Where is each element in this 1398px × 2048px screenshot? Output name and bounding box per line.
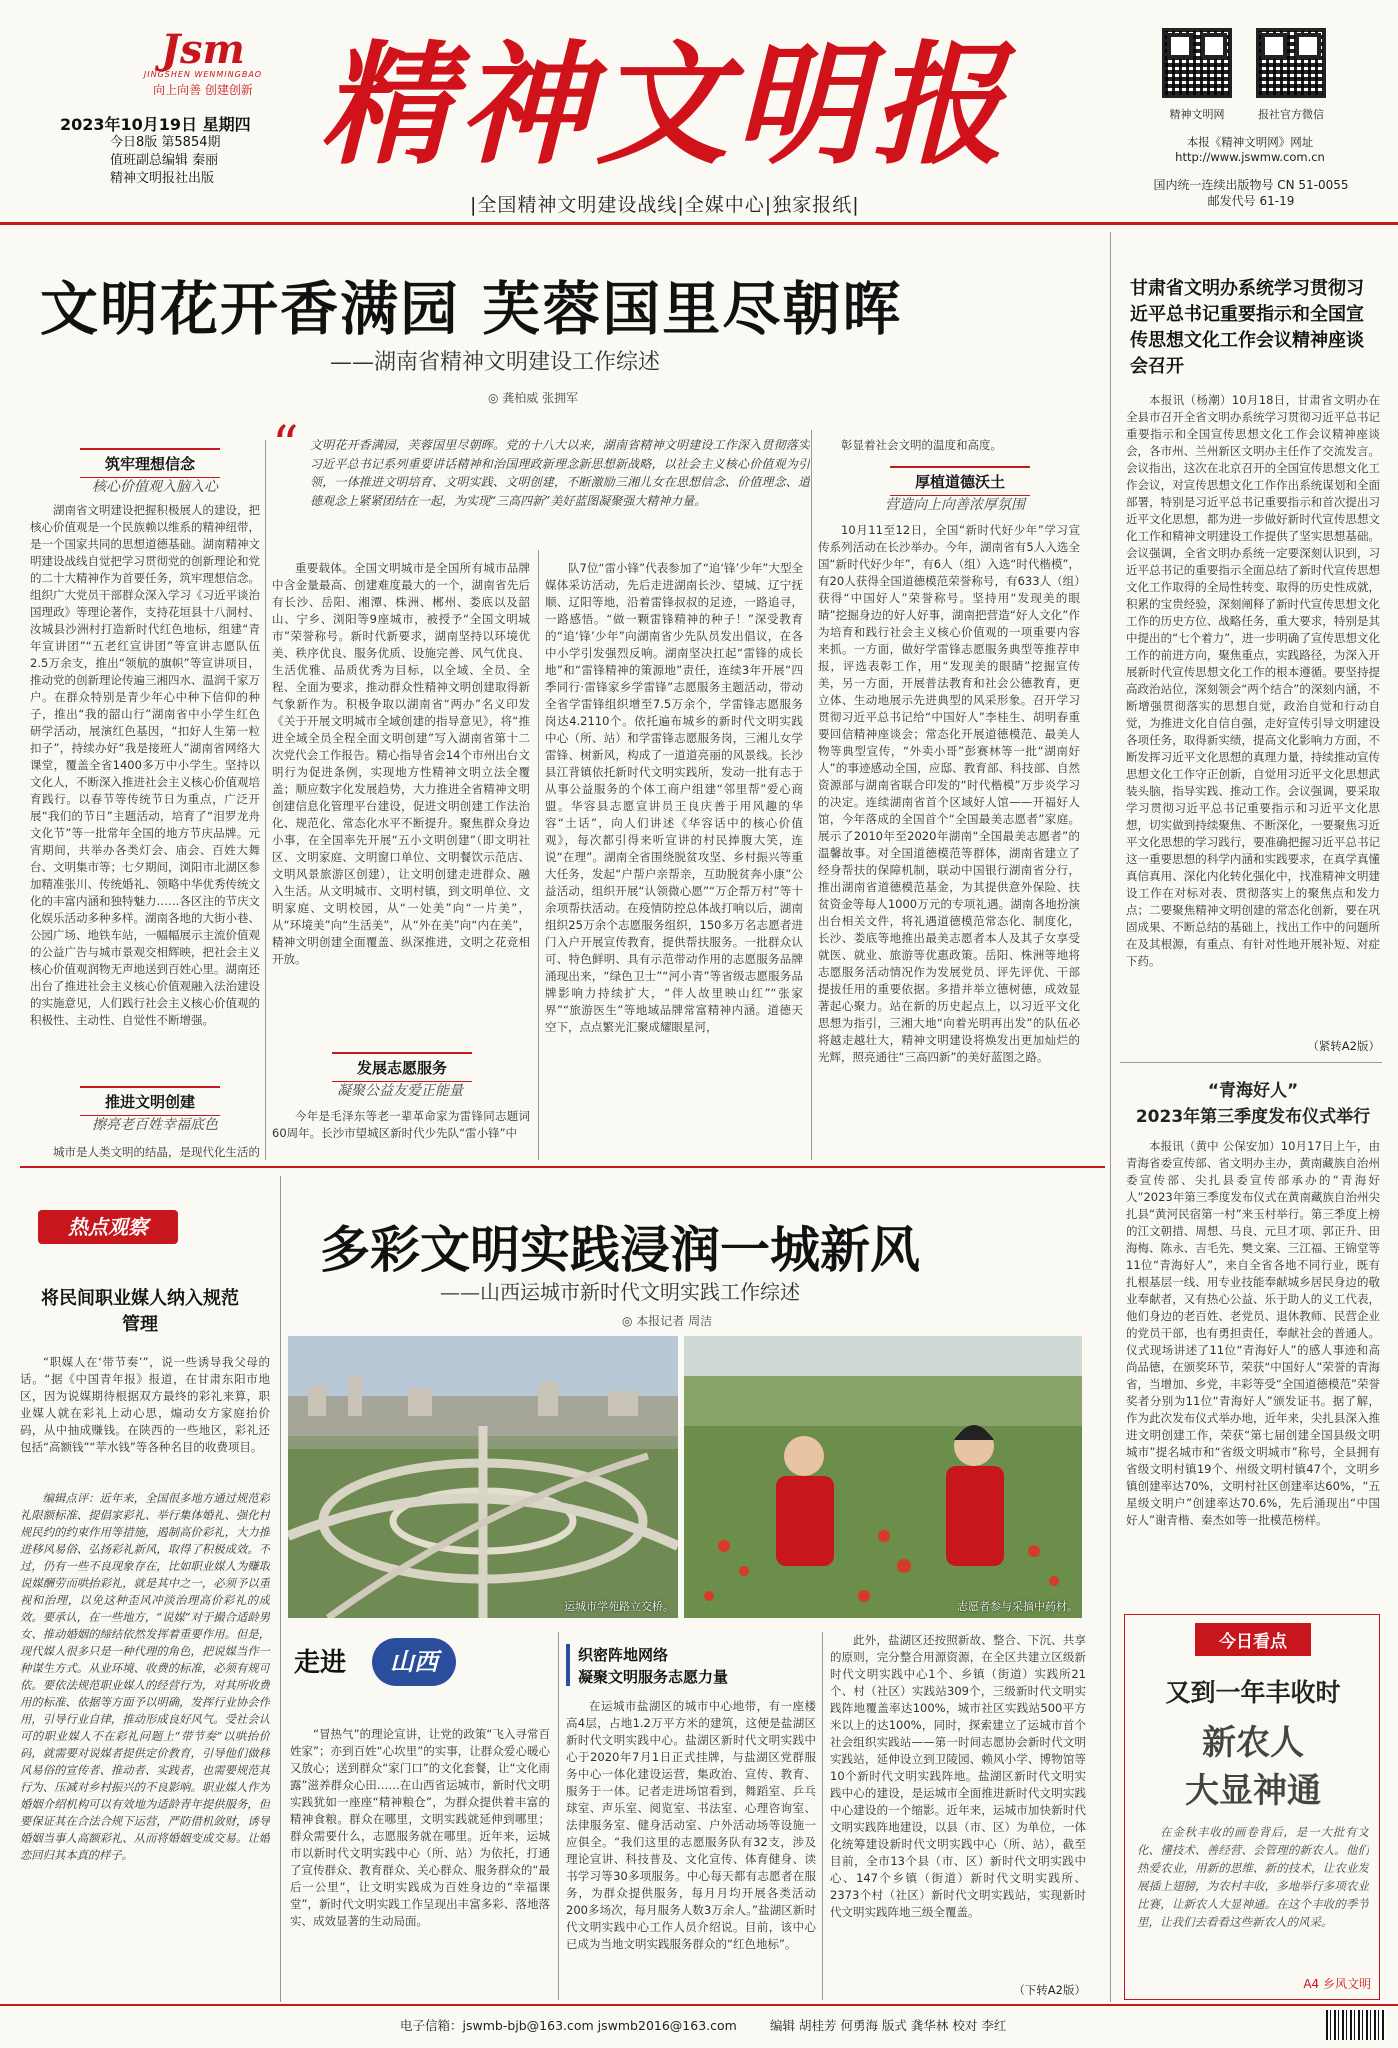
masthead-rule: [0, 222, 1398, 225]
promo-jump[interactable]: A4 乡风文明: [1303, 1977, 1371, 1991]
col-divider: [265, 440, 266, 1160]
walk-in-badge: [290, 1632, 470, 1692]
right-headline-2a: “青海好人”: [1207, 1081, 1299, 1101]
publisher: 精神文明报社出版: [110, 171, 215, 186]
section-title-creation: 推进文明创建: [80, 1086, 220, 1116]
lead-column-1: 湖南省文明建设把握积极展人的建设，把核心价值观是一个民族赖以维系的精神纽带，是一个国家共同的思想道德基础。湖南精神文明建设战线自觉把学习贯彻党的创新理论和党的二十大精神作为首要任务，筑牢理想信念。组织广大党员干部群众深入学习《习近平谈治国理政》等理论著作，支持花垣县十八洞村、汝城县沙洲村打造新时代红色地标，组建“青年宣讲团”“五老红宣讲团”等宣讲志愿队伍2.5万余支，推出“领航的旗帜”等宣讲项目，推动党的创新理论传遍三湘四水、温润千家万户。在群众特别是青少年心中种下信仰的种子，推出“我的韶山行”湖南省中小学生红色研学活动，展演红色基因，“扣好人生第一粒扣子”，持续办好“我是接班人”湖南省网络大课堂，覆盖全省1400多万中小学生。坚持以文化人，不断深入推进社会主义核心价值观培育践行。以春节等传统节日为重点，广泛开展“我们的节日”主题活动，培育了“泪罗龙舟文化节”等一批常年全国的地方节庆品牌。元宵期间，共举办各类灯会、庙会、百姓大舞台、文明集市等；七夕期间，浏阳市北湖区参加精准张川、传统婚礼、领略中华优秀传统文化的丰富内涵和独特魅力……各区注的节庆文化娱乐活动多种多样。湖南各地的大街小巷、公园广场、地铁车站，一幅幅展示主流价值观的公益广告与城市景观交相辉映，把社会主义核心价值观润物无声地送到百姓心里。湖南还出台了推进社会主义核心价值观融入法治建设的实施意见，人们践行社会主义核心价值观的积极性、主动性、自觉性不断增强。: [30, 503, 260, 1027]
lead-column-4-top: 彰显着社会文明的温度和高度。: [841, 438, 1002, 452]
lead-column-1-tail: 城市是人类文明的结晶，是现代化生活的: [53, 1145, 260, 1159]
walk-in-label: 走进: [294, 1648, 347, 1678]
right-jump: （紧转A2版）: [1307, 1039, 1380, 1053]
qr1-label: 精神文明网: [1169, 108, 1225, 121]
section-sub-creation: 擦亮老百姓幸福底色: [92, 1117, 218, 1133]
right-headline-2b: 2023年第三季度发布仪式举行: [1135, 1107, 1371, 1127]
lead-column-4: 10月11至12日，全国“新时代好少年”学习宣传系列活动在长沙举办。今年，湖南省有5人入选全国“新时代好少年”，有6人（组）入选“时代楷模”，有20人获得全国道德模范荣誉称号，有633人（组）获得“中国好人”荣誉称号。坚持用“发现美的眼睛”挖掘身边的好人好事，湖南把营造“好人文化”作为培育和践行社会主义核心价值观的一项重要内容来抓。一方面，做好学雷锋志愿服务典型等推荐申报，评选表彰工作，用“发现美的眼睛”挖掘宣传美，另一方面，开展普法教育和社会公德教育，更立体、生动地展示先进典型的风采形象。召开学习贯彻习近平总书记给“中国好人”李桂生、胡明春重要回信精神座谈会；常态化开展道德模范、最美人物等典型宣传，“外卖小哥”彭赛林等一批“湖南好人”的事迹感动全国，应邸、教育部、科技部、自然资源部与湖南省联合印发的“时代楷模”万步炎学习的决定。连续湖南省首个区域好人馆——开福好人馆，今年落成的全国首个“全国最美志愿者”家庭。展示了2010年至2020年湖南“全国最美志愿者”的温馨故事。对全国道德模范等群体，湖南省建立了经身帮扶的保障机制，联动中国银行湖南省分行，推出湖南省道德模范基金，为其提供意外保险、扶贫资金等每人1000万元的专项礼遇。湖南各地扮演出台相关文件，将礼遇道德模范常态化、制度化，长沙、娄底等地推出最美志愿者本人及其子女享受就医、就业、旅游等优惠政策。岳阳、株洲等地将志愿服务活动情况作为发展党员、评先评优、干部提拔任用的重要依据。多措并举立德树德，成效显著起心聚力。站在新的历史起点上，以习近平文化思想为指引，三湘大地“向着光明再出发”的队伍必将越走越壮大，精神文明建设将焕发出更加灿烂的光辉，照亮通往“三高四新”的美好蓝图之路。: [818, 523, 1080, 1064]
duty-editor: 值班副总编辑 秦丽: [110, 153, 219, 168]
volunteer-illustration: [684, 1336, 1082, 1618]
right-body: 本报讯（杨潮）10月18日，甘肃省文明办在全县市召开全省文明办系统学习贯彻习近平总书记重要指示和全国宣传思想文化工作会议精神座谈会，各市州、兰州新区文明办主任作了交流发言。会议指出，这次在北京召开的全国宣传思想文化工作会议，对宣传思想文化工作作出系统谋划和全面部署，特别是习近平总书记重要指示和首次提出习近平文化思想，都为进一步做好新时代宣传思想文化工作和精神文明建设工作提供了坚实思想基础。会议强调，全省文明办系统一定要深刻认识到，习近平总书记的重要指示全面总结了新时代宣传思想文化工作取得的全局性转变、取得的历史性成就，积累的宝贵经验，深刻阐释了新时代宣传思想文化工作的历史方位、战略任务，重大要求，特别是其中提出的“七个着力”，进一步明确了宣传思想文化工作的前进方向，聚焦重点，实践路径，为深入开展新时代宣传思想文化工作的根本遵循。要坚持提高政治站位，深刻领会“两个结合”的深刻内涵，不断增强贯彻落实的思想自觉，政治自觉和行动自觉，为推进文化自信自强，走好宣传引导文明建设各项任务，取得新实绩，提高文化影响力方面，不断发挥习近平文化思想的真理力量，持续推动宣传思想文化工作守正创新，自觉用习近平文化思想武装头脑，指导实践、推动工作。会议强调，要采取学习贯彻习近平总书记重要指示和习近平文化思想，切实做到持续聚焦、不断深化，一要聚焦习近平文化思想的学习践行，要准确把握习近平总书记这一重要思想的科学内涵和实践要求，在真学真懂真信真用、深化内化转化强化中，找准精神文明建设工作在对标对表、贯彻落实上的聚焦点和发力点；二要聚焦精神文明创建的常态化创新，要在巩固成果、不断总结的基础上，找出工作中的问题所在及其根源，有重点、有针对性地开展补短、对症下药。: [1126, 393, 1380, 968]
photo-volunteers: [684, 1336, 1082, 1618]
second-subtitle-1: 织密阵地网络: [578, 1646, 669, 1664]
slogan: 向上向善 创建创新: [153, 83, 253, 97]
qr2-label: 报社官方微信: [1258, 108, 1324, 121]
caption-interchange: 运城市学苑路立交桥。: [564, 1600, 674, 1613]
promo-title-3: 大显神通: [1185, 1771, 1321, 1811]
qr-code-wechat[interactable]: [1256, 28, 1326, 98]
masthead: [0, 0, 1398, 232]
right-rule: [1120, 1062, 1382, 1063]
section-title-ideals: 筑牢理想信念: [80, 448, 220, 478]
walk-in-city: 山西: [372, 1638, 456, 1686]
second-headline: 多彩文明实践浸润一城新风: [320, 1220, 920, 1279]
footer-contact: 电子信箱：jswmb-bjb@163.com jswmb2016@163.com: [400, 2018, 737, 2033]
section-title-volunteer: 发展志愿服务: [332, 1052, 472, 1082]
right-headline: 甘肃省文明办系统学习贯彻习近平总书记重要指示和全国宣传思想文化工作会议精神座谈会召开: [1130, 278, 1364, 377]
right-body-2: 本报讯（黄中 公保安加）10月17日上午，由青海省委宣传部、省文明办主办，黄南藏族自治州委宣传部、尖扎县委宣传部承办的“青海好人”2023年第三季度发布仪式在黄南藏族自治州尖扎县“黄河民宿第一村”来玉村举行。第三季度上榜的江文朝措、周想、马良、元旦才项、郭正升、田海梅、陈永、吉毛先、樊文案、三江福、王锦堂等11位“青海好人”，来自全省各地不同行业，既有扎根基层一线、用专业技能奉献城乡居民身边的敬业奉献者，又有热心公益、乐于助人的义工代表，他们身边的老百姓、老党员、退休教师、民营企业的党员干部，也有勇担责任，奉献社会的普通人。仪式现场讲述了11位“青海好人”的感人事迹和高尚品德，在颁奖环节，荣获“中国好人”荣誉的青海省，当增加、乡党，丰彩等受“全国道德模范”荣誉奖者分别为11位“青海好人”颁发证书。据了解，作为此次发布仪式举办地，近年来，尖扎县深入推进文明创建工作，荣获“第七届创建全国县级文明城市”提名城市和“省级文明城市”称号，全县拥有省级文明村镇19个、州级文明村镇47个，文明乡镇创建率达70%，文明村社区创建率达60%，“五星级文明户”创建率达70.6%，先后涌现出“中国好人”谢青楷、秦杰如等一批模范榜样。: [1126, 1139, 1380, 1527]
issue-date: 2023年10月19日 星期四: [60, 115, 251, 134]
footer-editors: 编辑 胡桂芳 何勇海 版式 龚华林 校对 李红: [770, 2018, 1007, 2033]
issue-number: 今日8版 第5854期: [110, 135, 221, 150]
hotspot-badge: [38, 1210, 178, 1246]
lead-column-2-tail: 今年是毛泽东等老一辈革命家为雷锋同志题词60周年。长沙市望城区新时代少先队“雷小锋”中: [272, 1109, 530, 1140]
section-rule: [20, 1166, 1105, 1168]
lead-headline: 文明花开香满园 芙蓉国里尽朝晖: [40, 275, 903, 343]
interchange-illustration: [288, 1336, 678, 1618]
caption-volunteers: 志愿者参与采摘中药材。: [957, 1600, 1078, 1613]
lead-byline: ◎ 龚柏威 张拥军: [488, 391, 579, 405]
hotspot-comment: 编辑点评：近年来，全国很多地方通过规范彩礼限额标准、提倡家彩礼、举行集体婚礼、强化村规民约的约束作用等措施，遏制高价彩礼，大力推进移风易俗、弘扬彩礼新风，取得了积极成效。不过，仍有一些不良现象存在，比如职业媒人为赚取说媒酬劳而哄抬彩礼，就是其中之一，必须予以重视和治理，以免这种歪风冲淡治理高价彩礼的成效。要承认，在一些地方，“说媒”对于撮合适龄男女、推动婚姻的缔结依然发挥着重要作用。但是，现代媒人很多只是一种代理的角色，把说媒当作一种谋生方式。从业环境、收费的标准，必须有规可依。要依法规范职业媒人的经营行为，对其所收费用的标准、依据等方面予以明确，发挥行业协会作用，引导行业自律，推动形成良好风气。受社会认可的职业媒人不在彩礼问题上“带节奏”以哄抬价码，就需要对说媒者提供定价教育，引导他们做移风易俗的宣传者、推动者、实践者，也需要规范其行为、压减对乡村振兴的不良影响。职业媒人作为婚姻介绍机构可以有效地为适龄青年提供服务，但要保证其在合法合规下运营，严防借机敛财，诱导婚姻当事人高额彩礼、从而将婚姻变成交易。让婚恋回归其本真的样子。: [20, 1492, 270, 1862]
second-column-b: 在运城市盐湖区的城市中心地带，有一座楼高4层，占地1.2万平方米的建筑，这便是盐湖区新时代文明实践中心。盐湖区新时代文明实践中心于2020年7月1日正式挂牌，与盐湖区党群服务中心一体化建设运营，集政治、宣传、教育、服务于一体。记者走进场馆看到，舞蹈室、乒乓球室、声乐室、阅览室、书法室、心理咨询室、法律服务室、健身活动室、户外活动场等设施一应俱全。“我们这里的志愿服务队有32支，涉及理论宣讲、科技普及、文化宣传、体育健身、读书学习等30多项服务。中心每天都有志愿者在服务，为群众提供服务，每月月均开展各类活动200多场次，每月服务人数3万余人。”盐湖区新时代文明实践中心工作人员介绍说。目前，该中心已成为当地文明实践服务群众的“红色地标”。: [566, 1699, 816, 1951]
right-col-divider: [1110, 232, 1111, 2002]
post-code: 邮发代号 61-19: [1207, 194, 1295, 208]
logo-pinyin: JINGSHEN WENMINGBAO: [143, 70, 263, 79]
quote-mark-icon: “: [272, 416, 299, 476]
barcode: [1326, 2010, 1386, 2040]
second-column-c: 此外，盐湖区还按照新故、整合、下沉、共享的原则，完分整合用源资源，在全区共建立区级新时代文明实践中心1个、乡镇（街道）实践所21个、村（社区）实践站309个，三级新时代文明实践阵地覆盖率达100%，城市社区实践站500平方米以上的达100%，同时，探索建立了运城市首个社会组织实践站——第一时间志愿协会新时代文明实践站，延伸设立到卫陵园、赖风小学、博物馆等10个新时代文明实践阵地。盐湖区新时代文明实践中心的建设，是运城市全面推进新时代文明实践中心建设的一个缩影。近年来，运城市加快新时代文明实践阵地建设，以县（市、区）为单位，一体化统筹建设新时代文明实践中心（所、站），截至目前，全市13个县（市、区）新时代文明实践中心、147个乡镇（街道）新时代文明实践所、2373个村（社区）新时代文明实践站，实现新时代文明实践阵地三级全覆盖。: [830, 1633, 1086, 1919]
logo-mark: Jsm: [161, 26, 245, 73]
masthead-title: 精神文明报: [320, 28, 1010, 183]
issue-info: [60, 116, 290, 188]
lead-intro: 文明花开香满园，芙蓉国里尽朝晖。党的十八大以来，湖南省精神文明建设工作深入贯彻落实习近平总书记系列重要讲话精神和治国理政新理念新思想新战略，以社会主义核心价值观为引领，一体推进文明培育、文明实践、文明创建，不断激励三湘儿女在思想信念、价值理念、道德观念上紧紧团结在一起，为实现“三高四新”美好蓝图凝聚强大精神力量。: [310, 438, 810, 508]
section-sub-morality: 营造向上向善浓厚氛围: [885, 497, 1025, 513]
promo-box[interactable]: [1124, 1614, 1380, 2000]
hotspot-body: “职媒人在‘带节奏’”，说一些诱导我父母的话。“据《中国青年报》报道，在甘肃东阳市地区，因为说媒期待根据双方最终的彩礼来算，职业媒人就在彩礼上动心思，煽动女方家庭抬价码，从中抽成赚钱。在陕西的一些地区，彩礼还包括“高额钱”“苹水钱”等各种名目的收费项目。: [20, 1355, 270, 1454]
section-sub-volunteer: 凝聚公益友爱正能量: [337, 1083, 463, 1099]
second-jump: （下转A2版）: [1013, 1983, 1086, 1997]
section-title-morality: 厚植道德沃土: [890, 466, 1030, 496]
photo-interchange: [288, 1336, 678, 1618]
site-url[interactable]: http://www.jswmw.com.cn: [1175, 150, 1325, 164]
footer-rule: [0, 2004, 1398, 2006]
second-column-a: “冒热气”的理论宣讲，让党的政策“飞入寻常百姓家”；亦到百姓“心坎里”的实事，让群众爱心暖心又放心；送到群众“家门口”的文化套餐，让“文化雨露”滋养群众心田……在山西省运城市，新时代文明实践犹如一座座“精神粮仓”，为群众提供着丰富的精神食粮。群众在哪里，文明实践就延伸到哪里；群众需要什么，志愿服务就在哪里。近年来，运城市以新时代文明实践中心（所、站）为依托，打通了宣传群众、教育群众、关心群众、服务群众的“最后一公里”，让文明实践成为百姓身边的“幸福课堂”，新时代文明实践工作呈现出丰富多彩、落地落实、成效显著的生动局面。: [290, 1727, 550, 1928]
hotspot-headline: 将民间职业媒人纳入规范管理: [41, 1288, 239, 1335]
promo-title-2: 新农人: [1202, 1723, 1304, 1763]
col-divider: [280, 1176, 281, 2002]
section-sub-ideals: 核心价值观入脑入心: [92, 479, 218, 495]
col-divider: [558, 1632, 559, 2000]
qr-code-website[interactable]: [1162, 28, 1232, 98]
promo-text: 在金秋丰收的画卷背后，是一大批有文化、懂技术、善经营、会管理的新农人。他们热爱农业，用新的思维、新的技术，让农业发展插上翅膀，为农村丰收，多地举行多项农业比赛，让新农人大显神通。在这个丰收的季节里，让我们去看看这些新农人的风采。: [1137, 1825, 1369, 1929]
second-byline: ◎ 本报记者 周洁: [622, 1314, 713, 1328]
second-subheadline: ——山西运城市新时代文明实践工作综述: [440, 1280, 800, 1304]
cn-number: 国内统一连续出版物号 CN 51-0055: [1153, 178, 1349, 192]
second-subtitle-bar: [566, 1644, 570, 1686]
lead-column-2: 重要载体。全国文明城市是全国所有城市品牌中含金量最高、创建难度最大的一个，湖南省先后有长沙、岳阳、湘潭、株洲、郴州、娄底以及韶山、宁乡、浏阳等9座城市，被授予“全国文明城市”荣誉称号。新时代新要求，湖南坚持以环境优美、秩序优良、服务优质、设施完善、风气优良、生活优雅、品质优秀为目标，以全域、全员、全程、全面为要求，推动群众性精神文明创建取得新气象新作为。积极争取以湖南省“两办”名义印发《关于开展文明城市全域创建的指导意见》，将“推进全域全员全程全面文明创建”写入湖南省第十二次党代会工作报告。精心指导省会14个市州出台文明行为促进条例，实现地方性精神文明立法全覆盖；顺应数字化发展趋势，大力推进全省精神文明创建信息化管理平台建设，促进文明创建工作法治化、规范化、常态化水平不断提升。聚焦群众身边小事，在全国率先开展“五小文明创建”（即文明社区、文明家庭、文明窗口单位、文明餐饮示范店、文明风景旅游区创建），让文明创建走进群众、融入生活。从文明城市、文明村镇，到文明单位、文明家庭、文明校园，从“一处美”向“一片美”，从“环境美”向“生活美”，从“外在美”向“内在美”，精神文明创建全面覆盖、纵深推进，文明之花竞相开放。: [272, 561, 530, 966]
lead-subheadline: ——湖南省精神文明建设工作综述: [330, 350, 661, 375]
col-divider: [538, 550, 539, 1160]
hotspot-badge-text: 热点观察: [38, 1210, 178, 1244]
logo: [128, 26, 278, 98]
col-divider: [822, 1632, 823, 2000]
site-label: 本报《精神文明网》网址: [1186, 135, 1314, 149]
lead-column-3: 队7位“雷小锋”代表参加了“追‘锋’少年”大型全媒体采访活动，先后走进湖南长沙、望城、辽宁抚顺、辽阳等地，沿着雷锋叔叔的足迹，一路追寻，一路感悟。“做一颗雷锋精神的种子！”深受教育的“追‘锋’少年”向湖南省少先队员发出倡议，在各中小学引发强烈反响。湖南坚决扛起“雷锋的成长地”和“雷锋精神的策源地”责任，连续3年开展“四季同行·雷锋家乡学雷锋”志愿服务主题活动，带动全省学雷锋组织增至7.5万余个，学雷锋志愿服务岗达4.2110个。依托遍布城乡的新时代文明实践中心（所、站）和学雷锋志愿服务岗，三湘儿女学雷锋、树新风，构成了一道道亮丽的风景线。长沙县江背镇依托新时代文明实践所，发动一批有志于从事公益服务的个体工商户组建“邻里帮”爱心商盟。华容县志愿宣讲员王良庆善于用风趣的华容“土话”，向人们讲述《华容话中的核心价值观》，每次都引得来听宣讲的村民捧腹大笑，连说“在理”。湖南全省围绕脱贫攻坚、乡村振兴等重大任务，发起“户帮户亲帮亲，互助脱贫奔小康”公益活动，组织开展“认领微心愿”“万企帮万村”等十余项帮扶活动。在疫情防控总体战打响以后，湖南组织25万余个志愿服务组织，150多万名志愿者进门入户开展宣传教育，提供帮扶服务。一批群众认可、特色鲜明、具有示范带动作用的志愿服务品牌涌现出来，“绿色卫士”“河小青”等省级志愿服务品牌影响力持续扩大，“伴人故里映山红”“张家界”“旅游医生”等地域品牌常富精神内涵。道德天空下，点点繁光汇聚成耀眼星河，: [545, 561, 803, 1034]
promo-title-1: 又到一年丰收时: [1165, 1678, 1341, 1707]
masthead-tagline: |全国精神文明建设战线|全媒中心|独家报纸|: [470, 194, 860, 216]
second-subtitle-2: 凝聚文明服务志愿力量: [578, 1668, 729, 1686]
promo-label: 今日看点: [1195, 1623, 1311, 1656]
col-divider: [811, 430, 812, 1160]
